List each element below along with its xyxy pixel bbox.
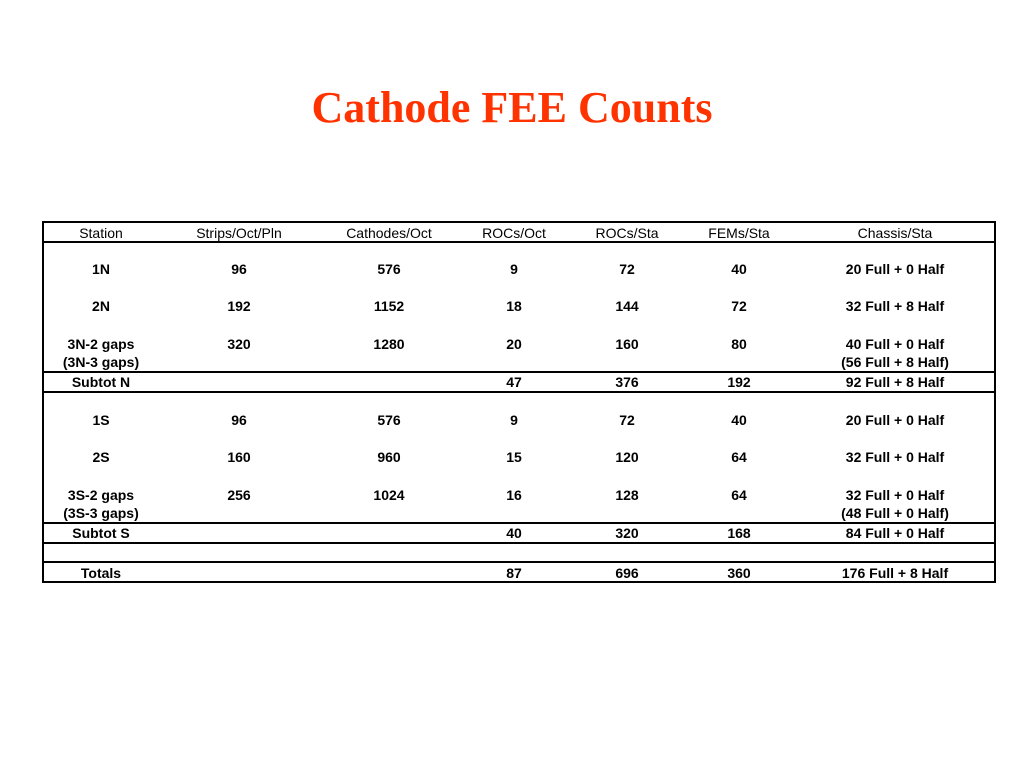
cell-fems-sta: 192 <box>727 374 751 390</box>
cell-fems-sta: 72 <box>731 298 747 314</box>
cell-rocs-sta: 72 <box>619 412 635 428</box>
header-fems-sta: FEMs/Sta <box>708 225 770 241</box>
cell-cathodes-oct: 576 <box>377 412 401 428</box>
cell-rocs-sta: 376 <box>615 374 639 390</box>
cell-fems-sta: 360 <box>727 565 751 581</box>
table-rule <box>44 241 994 243</box>
cell-cathodes-oct: 1152 <box>373 298 405 314</box>
cell-station: 1N <box>92 261 110 277</box>
header-cathodes-oct: Cathodes/Oct <box>346 225 432 241</box>
cell-rocs-oct: 47 <box>506 374 522 390</box>
header-rocs-sta: ROCs/Sta <box>595 225 659 241</box>
cell-fems-sta: 64 <box>731 487 747 503</box>
cell-station: (3N-3 gaps) <box>62 354 140 370</box>
header-rocs-oct: ROCs/Oct <box>482 225 546 241</box>
cell-chassis-sta: (48 Full + 0 Half) <box>841 505 949 521</box>
header-strips-oct-pln: Strips/Oct/Pln <box>196 225 282 241</box>
cell-cathodes-oct: 1024 <box>373 487 405 503</box>
cell-chassis-sta: (56 Full + 8 Half) <box>841 354 949 370</box>
cell-station: 1S <box>92 412 110 428</box>
table-rule <box>44 522 994 524</box>
cell-rocs-oct: 16 <box>506 487 522 503</box>
fee-counts-table <box>42 221 996 583</box>
cell-rocs-oct: 40 <box>506 525 522 541</box>
cell-rocs-oct: 20 <box>506 336 522 352</box>
cell-rocs-sta: 72 <box>619 261 635 277</box>
cell-rocs-sta: 696 <box>615 565 639 581</box>
table-rule <box>44 542 994 544</box>
header-station: Station <box>79 225 123 241</box>
cell-chassis-sta: 32 Full + 8 Half <box>845 298 945 314</box>
cell-station: Subtot S <box>72 525 130 541</box>
cell-fems-sta: 40 <box>731 412 747 428</box>
cell-rocs-oct: 18 <box>506 298 522 314</box>
cell-rocs-sta: 320 <box>615 525 639 541</box>
cell-chassis-sta: 32 Full + 0 Half <box>845 449 945 465</box>
cell-strips-oct-pln: 96 <box>231 261 247 277</box>
header-chassis-sta: Chassis/Sta <box>857 225 933 241</box>
cell-strips-oct-pln: 160 <box>227 449 251 465</box>
cell-station: 3S-2 gaps <box>67 487 135 503</box>
cell-rocs-sta: 144 <box>615 298 639 314</box>
cell-chassis-sta: 32 Full + 0 Half <box>845 487 945 503</box>
cell-rocs-sta: 160 <box>615 336 639 352</box>
cell-station: Subtot N <box>71 374 131 390</box>
cell-strips-oct-pln: 192 <box>227 298 251 314</box>
cell-cathodes-oct: 960 <box>377 449 401 465</box>
cell-station: Totals <box>80 565 122 581</box>
cell-station: 3N-2 gaps <box>67 336 135 352</box>
cell-rocs-oct: 9 <box>510 261 518 277</box>
cell-rocs-oct: 87 <box>506 565 522 581</box>
table-rule <box>44 371 994 373</box>
cell-station: (3S-3 gaps) <box>63 505 139 521</box>
table-rule <box>44 391 994 393</box>
table-rule <box>44 561 994 563</box>
cell-strips-oct-pln: 256 <box>227 487 251 503</box>
cell-chassis-sta: 20 Full + 0 Half <box>845 412 945 428</box>
cell-cathodes-oct: 576 <box>377 261 401 277</box>
cell-fems-sta: 40 <box>731 261 747 277</box>
cell-station: 2N <box>92 298 110 314</box>
cell-fems-sta: 80 <box>731 336 747 352</box>
cell-fems-sta: 64 <box>731 449 747 465</box>
cell-chassis-sta: 92 Full + 8 Half <box>845 374 945 390</box>
cell-chassis-sta: 176 Full + 8 Half <box>841 565 949 581</box>
cell-rocs-oct: 15 <box>506 449 522 465</box>
cell-station: 2S <box>92 449 110 465</box>
cell-fems-sta: 168 <box>727 525 751 541</box>
cell-chassis-sta: 40 Full + 0 Half <box>845 336 945 352</box>
cell-strips-oct-pln: 320 <box>227 336 251 352</box>
cell-strips-oct-pln: 96 <box>231 412 247 428</box>
cell-cathodes-oct: 1280 <box>373 336 405 352</box>
cell-chassis-sta: 84 Full + 0 Half <box>845 525 945 541</box>
cell-chassis-sta: 20 Full + 0 Half <box>845 261 945 277</box>
cell-rocs-sta: 128 <box>615 487 639 503</box>
cell-rocs-oct: 9 <box>510 412 518 428</box>
slide-title: Cathode FEE Counts <box>311 83 713 132</box>
cell-rocs-sta: 120 <box>615 449 639 465</box>
